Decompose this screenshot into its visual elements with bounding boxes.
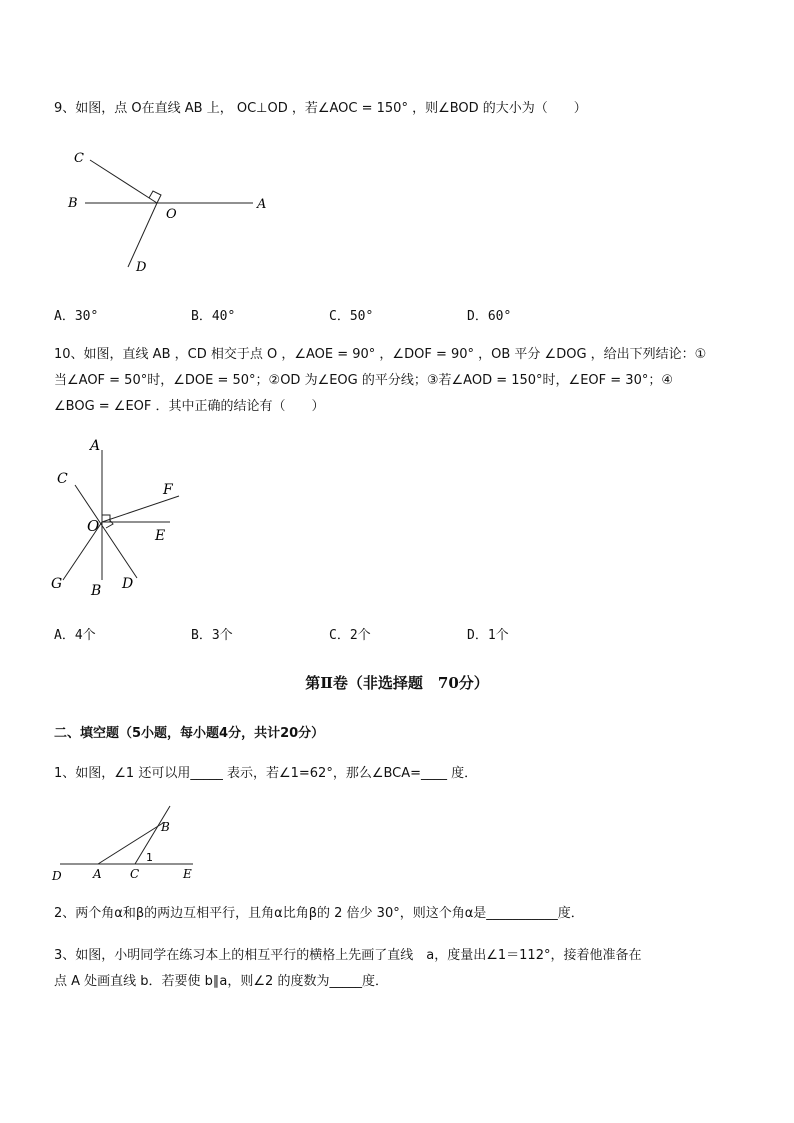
q9-option-a[interactable]: A．30°	[54, 309, 99, 324]
fill1-label-a: A	[93, 867, 102, 881]
q10-option-b[interactable]: B．3个	[191, 628, 233, 643]
fill1-figure	[50, 798, 210, 888]
q10-label-g: G	[51, 576, 63, 592]
q9-option-c[interactable]: C．50°	[329, 309, 374, 324]
fill1-label-b: B	[161, 820, 170, 834]
q9-label-a: A	[257, 197, 267, 212]
section2-subtitle: 二、填空题（5小题，每小题4分，共计20分）	[54, 726, 325, 741]
q10-text-line3: ∠BOG = ∠EOF ．其中正确的结论有（ ）	[54, 399, 325, 414]
q9-figure	[60, 145, 280, 275]
q9-label-c: C	[74, 151, 84, 166]
fill2-text: 2、两个角α和β的两边互相平行，且角α比角β的 2 倍少 30°，则这个角α是___________度．	[54, 906, 584, 921]
q10-figure	[45, 430, 195, 605]
q9-option-b[interactable]: B．40°	[191, 309, 236, 324]
q10-option-a[interactable]: A．4个	[54, 628, 96, 643]
q9-label-o: O	[166, 207, 177, 222]
q9-text: 9、如图，点 O在直线 AB 上， OC⊥OD ，若∠AOC = 150° ，则∠BOD 的大小为（ ）	[54, 101, 587, 116]
fill1-segment-ab	[98, 823, 163, 864]
q10-label-e: E	[155, 528, 166, 544]
q9-label-d: D	[136, 260, 147, 275]
q10-text-line1: 10、如图，直线 AB ，CD 相交于点 O ，∠AOE = 90° ，∠DOF = 90° ，OB 平分 ∠DOG ，给出下列结论：①	[54, 347, 707, 362]
fill1-label-d: D	[52, 869, 62, 883]
q9-ray-od	[128, 203, 157, 267]
q10-option-d[interactable]: D．1个	[467, 628, 509, 643]
q10-label-d: D	[122, 576, 134, 592]
q10-ray-of	[102, 496, 179, 522]
q10-line-cd	[75, 485, 137, 578]
q10-label-o: O	[87, 517, 100, 535]
fill1-label-e: E	[183, 867, 192, 881]
fill3-text-line2: 点 A 处画直线 b．若要使 b∥a，则∠2 的度数为_____度．	[54, 974, 388, 989]
section2-title: 第Ⅱ卷（非选择题 70分）	[305, 674, 489, 692]
q9-ray-oc	[90, 160, 157, 203]
q10-label-b: B	[91, 583, 102, 599]
fill3-text-line1: 3、如图，小明同学在练习本上的相互平行的横格上先画了直线 a，度量出∠1＝112°，接着他准备在	[54, 948, 642, 963]
fill1-label-c: C	[130, 867, 140, 881]
q10-text-line2: 当∠AOF = 50°时，∠DOE = 50°；②OD 为∠EOG 的平分线；③若∠AOD = 150°时，∠EOF = 30°；④	[54, 373, 673, 388]
q10-label-f: F	[163, 482, 173, 498]
fill1-text: 1、如图，∠1 还可以用_____ 表示，若∠1=62°，那么∠BCA=____ 度．	[54, 766, 478, 781]
q9-label-b: B	[68, 196, 78, 211]
q10-label-a: A	[90, 438, 101, 454]
q9-option-d[interactable]: D．60°	[467, 309, 512, 324]
fill1-label-1: 1	[146, 851, 153, 864]
q10-label-c: C	[57, 471, 68, 487]
q10-option-c[interactable]: C．2个	[329, 628, 371, 643]
